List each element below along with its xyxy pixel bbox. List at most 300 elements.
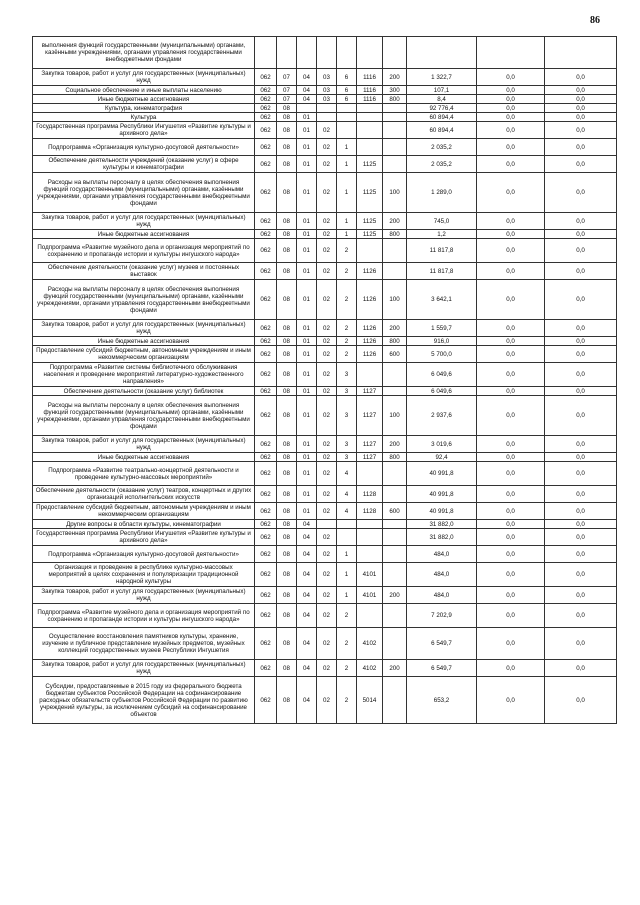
row-subsection-code: 01 [297,346,317,363]
row-subsection-code: 01 [297,462,317,486]
row-direction-code: 1125 [357,213,383,230]
row-grbs-code: 062 [255,462,277,486]
row-amount-2: 0,0 [477,346,545,363]
row-subsection-code: 04 [297,95,317,104]
row-program-code: 02 [317,503,337,520]
row-amount: 2 035,2 [407,139,477,156]
row-subsection-code: 01 [297,453,317,462]
row-amount-3: 0,0 [545,503,617,520]
row-subprogram-code: 1 [337,213,357,230]
row-amount-2: 0,0 [477,113,545,122]
row-name: Культура [33,113,255,122]
row-subprogram-code [337,113,357,122]
table-row [33,337,617,346]
row-subprogram-code: 1 [337,546,357,563]
row-subprogram-code: 6 [337,95,357,104]
row-amount-3: 0,0 [545,156,617,173]
row-direction-code: 4101 [357,563,383,587]
row-amount-2: 0,0 [477,104,545,113]
row-subprogram-code: 3 [337,363,357,387]
row-direction-code [357,239,383,263]
row-grbs-code: 062 [255,436,277,453]
row-amount-2: 0,0 [477,529,545,546]
row-grbs-code: 062 [255,563,277,587]
row-amount-3: 0,0 [545,387,617,396]
row-program-code: 02 [317,346,337,363]
row-grbs-code: 062 [255,173,277,213]
row-subprogram-code [337,529,357,546]
row-subsection-code: 01 [297,363,317,387]
row-name: Иные бюджетные ассигнования [33,337,255,346]
row-name: Субсидии, предоставляемые в 2015 году из федерального бюджета бюджетам субъектов Российской Федерации на софинансирование расходных обязательств субъектов Российской Федерации по развитию учреждений культуры, за исключением субсидий на софинансирование объектов [33,677,255,724]
row-subprogram-code: 2 [337,337,357,346]
row-program-code: 02 [317,139,337,156]
row-expense-type-code [383,139,407,156]
row-grbs-code: 062 [255,387,277,396]
row-name: Социальное обеспечение и иные выплаты населению [33,86,255,95]
row-name: Иные бюджетные ассигнования [33,230,255,239]
row-subprogram-code [337,122,357,139]
row-grbs-code: 062 [255,320,277,337]
row-amount: 6 049,6 [407,387,477,396]
row-expense-type-code: 200 [383,436,407,453]
row-amount: 31 882,0 [407,529,477,546]
row-section-code: 08 [277,363,297,387]
row-amount-2: 0,0 [477,677,545,724]
row-program-code: 02 [317,436,337,453]
row-amount: 3 019,6 [407,436,477,453]
row-amount: 3 642,1 [407,280,477,320]
row-program-code: 02 [317,122,337,139]
table-row [33,239,617,263]
row-section-code: 08 [277,660,297,677]
row-grbs-code: 062 [255,213,277,230]
row-direction-code [357,139,383,156]
row-direction-code: 4102 [357,628,383,660]
row-program-code: 02 [317,280,337,320]
row-direction-code [357,113,383,122]
row-name: Расходы на выплаты персоналу в целях обеспечения выполнения функций государственными (муниципальными) органами, казёнными учреждениями, органами управления государственными внебюджетными фондами [33,396,255,436]
row-section-code: 08 [277,156,297,173]
row-program-code: 02 [317,363,337,387]
row-amount-2: 0,0 [477,628,545,660]
row-expense-type-code: 200 [383,587,407,604]
row-grbs-code: 062 [255,230,277,239]
row-name: Иные бюджетные ассигнования [33,453,255,462]
row-expense-type-code: 200 [383,213,407,230]
row-program-code: 02 [317,453,337,462]
table-row [33,320,617,337]
row-amount-3: 0,0 [545,520,617,529]
row-amount-2: 0,0 [477,604,545,628]
row-name: Закупка товаров, работ и услуг для государственных (муниципальных) нужд [33,587,255,604]
row-subprogram-code: 1 [337,173,357,213]
row-section-code: 08 [277,453,297,462]
row-amount-2: 0,0 [477,122,545,139]
row-section-code: 08 [277,628,297,660]
row-direction-code: 1127 [357,453,383,462]
row-name: Подпрограмма «Развитие театрально-концертной деятельности и проведение культурно-массовых мероприятий» [33,462,255,486]
row-expense-type-code [383,486,407,503]
row-grbs-code: 062 [255,587,277,604]
row-amount: 484,0 [407,563,477,587]
row-amount-3: 0,0 [545,486,617,503]
row-expense-type-code [383,529,407,546]
table-row [33,230,617,239]
row-amount: 5 700,0 [407,346,477,363]
row-amount: 916,0 [407,337,477,346]
row-program-code: 02 [317,230,337,239]
row-subsection-code: 04 [297,677,317,724]
row-subsection-code: 01 [297,320,317,337]
row-section-code: 08 [277,462,297,486]
row-amount [407,37,477,69]
row-amount-2: 0,0 [477,86,545,95]
row-direction-code: 1128 [357,503,383,520]
table-row [33,104,617,113]
row-program-code: 02 [317,677,337,724]
row-section-code: 08 [277,239,297,263]
row-grbs-code: 062 [255,677,277,724]
row-subprogram-code: 1 [337,563,357,587]
table-row [33,563,617,587]
table-row [33,280,617,320]
row-program-code: 02 [317,563,337,587]
table-row [33,660,617,677]
row-name: Закупка товаров, работ и услуг для государственных (муниципальных) нужд [33,320,255,337]
row-amount-3: 0,0 [545,587,617,604]
row-name: Обеспечение деятельности (оказание услуг) театров, концертных и других организаций исполнительских искусств [33,486,255,503]
row-amount-2: 0,0 [477,263,545,280]
row-amount-2: 0,0 [477,453,545,462]
row-subsection-code: 01 [297,280,317,320]
row-amount-3: 0,0 [545,139,617,156]
row-program-code: 03 [317,95,337,104]
table-row [33,113,617,122]
row-subprogram-code: 1 [337,230,357,239]
row-name: Подпрограмма «Развитие музейного дела и организация мероприятий по сохранению и пропаганде истории и культуры ингушского народа» [33,604,255,628]
row-grbs-code: 062 [255,122,277,139]
row-amount: 1,2 [407,230,477,239]
row-grbs-code: 062 [255,156,277,173]
row-subsection-code [297,37,317,69]
row-program-code: 02 [317,320,337,337]
row-section-code: 08 [277,396,297,436]
row-section-code [277,37,297,69]
row-amount-2: 0,0 [477,387,545,396]
row-direction-code [357,363,383,387]
table-row [33,462,617,486]
row-amount: 40 991,8 [407,503,477,520]
table-row [33,604,617,628]
row-expense-type-code: 800 [383,453,407,462]
row-amount-2: 0,0 [477,156,545,173]
row-amount: 1 559,7 [407,320,477,337]
row-amount-3: 0,0 [545,230,617,239]
row-expense-type-code: 100 [383,396,407,436]
row-expense-type-code: 200 [383,660,407,677]
row-amount-3 [545,37,617,69]
row-name: Расходы на выплаты персоналу в целях обеспечения выполнения функций государственными (муниципальными) органами, казёнными учреждениями, органами управления государственными внебюджетными фондами [33,173,255,213]
row-section-code: 08 [277,546,297,563]
row-amount-2: 0,0 [477,436,545,453]
row-expense-type-code: 200 [383,69,407,86]
row-expense-type-code [383,104,407,113]
row-section-code: 08 [277,337,297,346]
row-subprogram-code: 2 [337,604,357,628]
row-grbs-code: 062 [255,546,277,563]
row-program-code: 02 [317,396,337,436]
row-amount-3: 0,0 [545,453,617,462]
row-subsection-code: 01 [297,173,317,213]
row-section-code: 07 [277,86,297,95]
row-amount: 7 202,9 [407,604,477,628]
row-amount-2: 0,0 [477,213,545,230]
row-amount-2: 0,0 [477,239,545,263]
row-subprogram-code: 4 [337,462,357,486]
row-amount-2: 0,0 [477,486,545,503]
row-program-code: 02 [317,529,337,546]
row-subsection-code: 01 [297,113,317,122]
row-name: Государственная программа Республики Ингушетия «Развитие культуры и архивного дела» [33,529,255,546]
row-amount: 8,4 [407,95,477,104]
row-subsection-code: 01 [297,486,317,503]
row-name: Подпрограмма «Организация культурно-досуговой деятельности» [33,546,255,563]
row-amount-2: 0,0 [477,69,545,86]
row-subprogram-code: 2 [337,677,357,724]
table-row [33,213,617,230]
table-row [33,396,617,436]
row-expense-type-code [383,122,407,139]
row-direction-code: 1125 [357,156,383,173]
row-subprogram-code: 4 [337,486,357,503]
row-subprogram-code: 2 [337,628,357,660]
row-amount-2: 0,0 [477,230,545,239]
row-subsection-code: 04 [297,628,317,660]
row-direction-code: 1116 [357,69,383,86]
row-section-code: 08 [277,563,297,587]
row-grbs-code: 062 [255,529,277,546]
row-program-code: 02 [317,156,337,173]
row-grbs-code: 062 [255,104,277,113]
row-program-code: 02 [317,387,337,396]
row-amount-2: 0,0 [477,363,545,387]
row-section-code: 08 [277,230,297,239]
row-name: Другие вопросы в области культуры, кинематографии [33,520,255,529]
row-program-code: 02 [317,660,337,677]
table-row [33,387,617,396]
row-amount: 107,1 [407,86,477,95]
row-name: Закупка товаров, работ и услуг для государственных (муниципальных) нужд [33,660,255,677]
table-row [33,436,617,453]
row-direction-code: 1125 [357,173,383,213]
row-amount: 11 817,8 [407,263,477,280]
row-grbs-code: 062 [255,396,277,436]
budget-table [32,36,617,724]
row-direction-code: 1126 [357,346,383,363]
row-amount-3: 0,0 [545,660,617,677]
row-amount-2: 0,0 [477,660,545,677]
row-subsection-code: 04 [297,520,317,529]
row-direction-code: 1126 [357,263,383,280]
row-grbs-code: 062 [255,520,277,529]
row-direction-code: 1116 [357,86,383,95]
row-subsection-code: 04 [297,660,317,677]
table-row [33,486,617,503]
row-grbs-code: 062 [255,604,277,628]
row-program-code: 03 [317,86,337,95]
table-row [33,503,617,520]
table-row [33,628,617,660]
row-amount-3: 0,0 [545,604,617,628]
row-subprogram-code: 1 [337,156,357,173]
row-amount: 6 049,6 [407,363,477,387]
row-amount-3: 0,0 [545,677,617,724]
row-amount: 40 991,8 [407,462,477,486]
row-direction-code [357,520,383,529]
row-expense-type-code [383,113,407,122]
table-row [33,86,617,95]
row-grbs-code: 062 [255,86,277,95]
row-program-code [317,113,337,122]
row-subsection-code: 01 [297,239,317,263]
row-amount-3: 0,0 [545,173,617,213]
row-expense-type-code: 600 [383,346,407,363]
row-grbs-code: 062 [255,346,277,363]
row-amount: 745,0 [407,213,477,230]
row-name: Закупка товаров, работ и услуг для государственных (муниципальных) нужд [33,69,255,86]
row-amount-3: 0,0 [545,263,617,280]
row-subprogram-code: 2 [337,263,357,280]
row-grbs-code: 062 [255,139,277,156]
row-amount-3: 0,0 [545,113,617,122]
row-direction-code: 5014 [357,677,383,724]
row-subprogram-code: 6 [337,86,357,95]
row-amount-2: 0,0 [477,396,545,436]
row-name: Расходы на выплаты персоналу в целях обеспечения выполнения функций государственными (муниципальными) органами, казёнными учреждениями, органами управления государственными внебюджетными фондами [33,280,255,320]
row-subprogram-code: 3 [337,436,357,453]
table-row [33,263,617,280]
row-expense-type-code [383,363,407,387]
row-section-code: 08 [277,387,297,396]
row-name: Обеспечение деятельности (оказание услуг) музеев и постоянных выставок [33,263,255,280]
row-direction-code [357,104,383,113]
row-subprogram-code [337,104,357,113]
row-direction-code: 1116 [357,95,383,104]
row-amount-2: 0,0 [477,139,545,156]
row-expense-type-code: 800 [383,230,407,239]
row-amount: 653,2 [407,677,477,724]
row-grbs-code: 062 [255,503,277,520]
row-amount-2: 0,0 [477,520,545,529]
row-expense-type-code [383,628,407,660]
row-direction-code: 4101 [357,587,383,604]
row-section-code: 08 [277,346,297,363]
row-expense-type-code [383,37,407,69]
row-amount-2: 0,0 [477,320,545,337]
row-amount: 92 776,4 [407,104,477,113]
row-section-code: 08 [277,213,297,230]
row-subprogram-code: 1 [337,139,357,156]
row-subprogram-code: 2 [337,320,357,337]
row-expense-type-code [383,156,407,173]
row-expense-type-code [383,263,407,280]
row-section-code: 08 [277,677,297,724]
row-program-code: 02 [317,263,337,280]
row-subprogram-code: 2 [337,660,357,677]
row-program-code [317,520,337,529]
table-row [33,529,617,546]
row-direction-code: 4102 [357,660,383,677]
row-subprogram-code: 4 [337,503,357,520]
row-direction-code [357,604,383,628]
row-section-code: 08 [277,139,297,156]
row-subsection-code: 04 [297,69,317,86]
row-amount-3: 0,0 [545,95,617,104]
row-name: Подпрограмма «Развитие системы библиотечного обслуживания населения и проведение мероприятий литературно-художественного направления» [33,363,255,387]
row-direction-code: 1126 [357,280,383,320]
row-amount-2: 0,0 [477,95,545,104]
row-section-code: 08 [277,320,297,337]
row-amount-3: 0,0 [545,628,617,660]
row-amount: 31 882,0 [407,520,477,529]
row-program-code [317,37,337,69]
row-amount-2: 0,0 [477,503,545,520]
row-subprogram-code: 2 [337,280,357,320]
row-amount: 484,0 [407,587,477,604]
table-row [33,173,617,213]
row-amount: 92,4 [407,453,477,462]
row-subsection-code [297,104,317,113]
row-program-code: 02 [317,173,337,213]
row-program-code: 02 [317,486,337,503]
row-section-code: 08 [277,173,297,213]
row-amount-3: 0,0 [545,346,617,363]
row-name: выполнения функций государственными (муниципальными) органами, казёнными учреждениями, органами управления государственными внебюджетными фондами [33,37,255,69]
row-amount: 1 322,7 [407,69,477,86]
row-name: Подпрограмма «Развитие музейного дела и организация мероприятий по сохранению и пропаганде истории и культуры ингушского народа» [33,239,255,263]
row-program-code: 02 [317,628,337,660]
row-expense-type-code [383,239,407,263]
row-subprogram-code [337,37,357,69]
row-direction-code: 1127 [357,436,383,453]
row-amount-3: 0,0 [545,122,617,139]
row-amount: 6 549,7 [407,660,477,677]
row-section-code: 08 [277,122,297,139]
row-grbs-code: 062 [255,113,277,122]
row-subprogram-code: 6 [337,69,357,86]
row-expense-type-code [383,677,407,724]
row-direction-code: 1125 [357,230,383,239]
row-direction-code: 1128 [357,486,383,503]
row-program-code: 02 [317,604,337,628]
row-section-code: 08 [277,113,297,122]
row-subprogram-code: 2 [337,346,357,363]
row-amount-3: 0,0 [545,436,617,453]
row-amount-3: 0,0 [545,462,617,486]
row-section-code: 08 [277,587,297,604]
row-subprogram-code [337,520,357,529]
row-subprogram-code: 3 [337,387,357,396]
row-amount-3: 0,0 [545,69,617,86]
row-amount-3: 0,0 [545,363,617,387]
row-name: Государственная программа Республики Ингушетия «Развитие культуры и архивного дела» [33,122,255,139]
row-name: Подпрограмма «Организация культурно-досуговой деятельности» [33,139,255,156]
table-row [33,156,617,173]
row-section-code: 08 [277,604,297,628]
row-program-code: 02 [317,213,337,230]
row-direction-code [357,546,383,563]
